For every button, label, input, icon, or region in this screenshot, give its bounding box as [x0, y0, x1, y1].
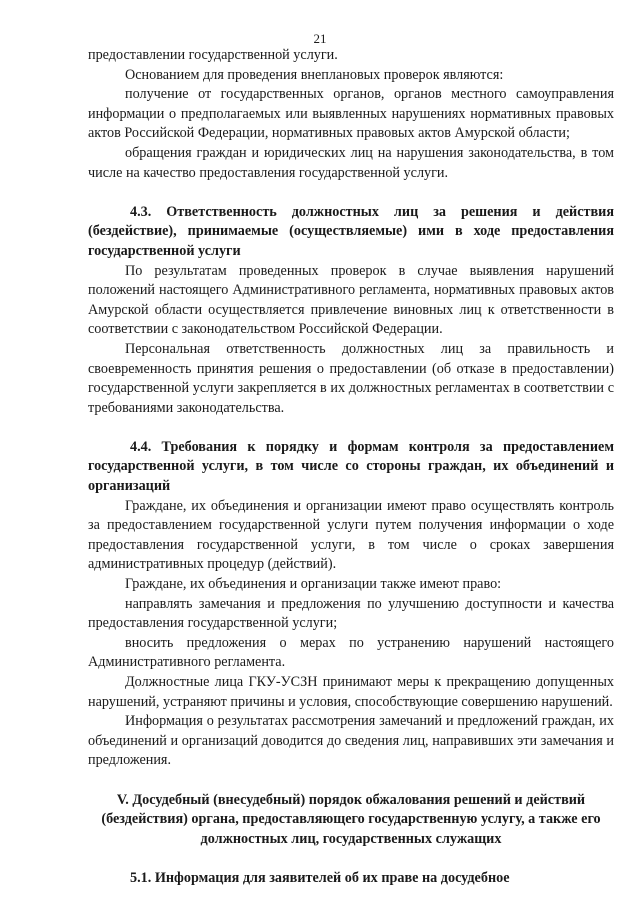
body-paragraph: Основанием для проведения внеплановых проверок являются:	[125, 66, 504, 83]
body-paragraph: Граждане, их объединения и организации также имеют право:	[125, 576, 502, 593]
section-heading: V. Досудебный (внесудебный) порядок обжалования решений и действий (бездействия) органа, предоставляющего государственную услугу, а также его должностных лиц, государственных служащих	[101, 791, 601, 847]
body-paragraph: Персональная ответственность должностных лиц за правильность и своевременность принятия решения о предоставлении (об отказе в предоставлении) государственной услуги закрепляется в их должностных регламентах в соответствии с требованиями законодательства.	[88, 340, 614, 416]
paragraph-spacer	[88, 849, 614, 869]
body-paragraph: вносить предложения о мерах по устранению нарушений настоящего Административного регламента.	[88, 634, 614, 671]
section-heading: 4.3. Ответственность должностных лиц за решения и действия (бездействие), принимаемые (осуществляемые) ими в ходе предоставления государственной услуги	[88, 203, 614, 259]
body-paragraph: Должностные лица ГКУ-УСЗН принимают меры к прекращению допущенных нарушений, устраняют причины и условия, способствующие совершению нарушений.	[88, 674, 614, 710]
body-paragraph: получение от государственных органов, органов местного самоуправления информации о предполагаемых или выявленных нарушениях нормативных правовых актов Российской Федерации, нормативных правовых актов Амурской области;	[88, 86, 614, 142]
body-paragraph: Информация о результатах рассмотрения замечаний и предложений граждан, их объединений и организаций доводится до сведения лиц, направивших эти замечания и предложения.	[88, 713, 614, 769]
section-heading: 5.1. Информация для заявителей об их праве на досудебное	[130, 869, 510, 886]
paragraph-spacer	[88, 418, 614, 438]
body-paragraph: направлять замечания и предложения по улучшению доступности и качества предоставления государственной услуги;	[88, 595, 614, 632]
section-heading: 4.4. Требования к порядку и формам контроля за предоставлением государственной услуги, в том числе со стороны граждан, их объединений и организаций	[88, 438, 614, 495]
page-number: 21	[313, 31, 327, 46]
paragraph-spacer	[88, 183, 614, 203]
body-paragraph: предоставлении государственной услуги.	[88, 47, 338, 63]
document-body	[88, 46, 614, 889]
body-paragraph: Граждане, их объединения и организации имеют право осуществлять контроль за предоставлением государственной услуги путем получения информации о ходе предоставления государственной услуги, в том числе о сроках завершения административных процедур (действий).	[88, 497, 614, 573]
body-paragraph: По результатам проведенных проверок в случае выявления нарушений положений настоящего Административного регламента, нормативных правовых актов Амурской области осуществляется привлечение виновных лиц к ответственности в соответствии с законодательством Российской Федерации.	[88, 262, 614, 338]
body-paragraph: обращения граждан и юридических лиц на нарушения законодательства, в том числе на качество предоставления государственной услуги.	[88, 144, 614, 181]
paragraph-spacer	[88, 771, 614, 791]
